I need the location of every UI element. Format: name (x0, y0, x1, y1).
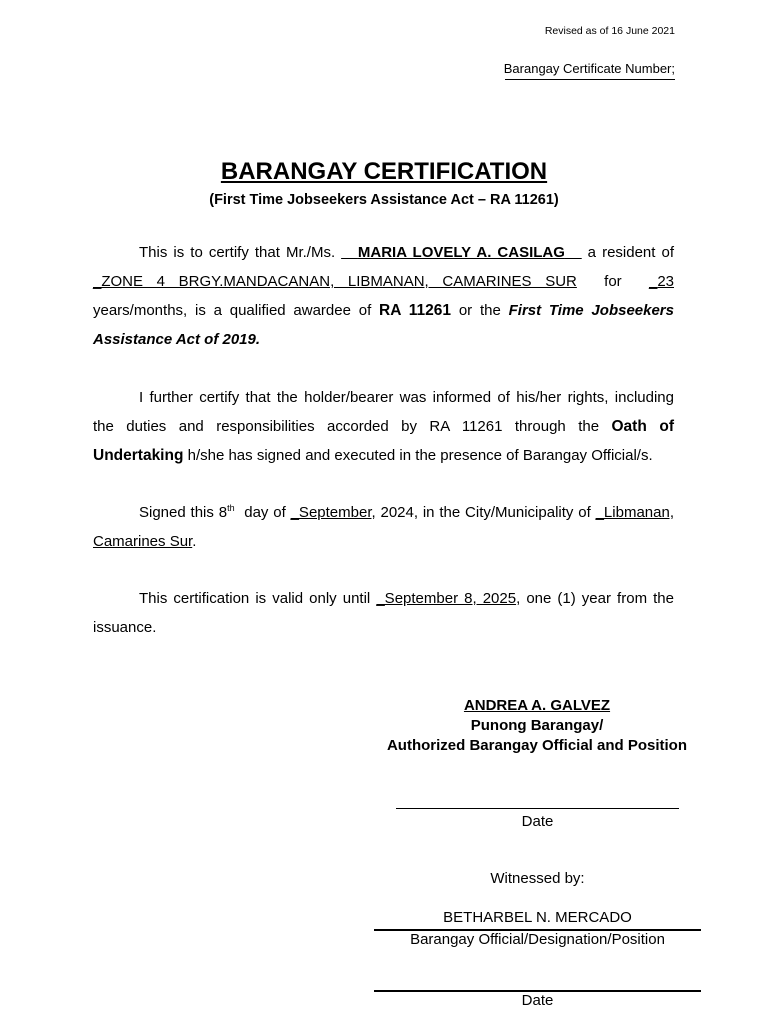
certify-paragraph: This is to certify that Mr./Ms. __MARIA LOVELY A. CASILAG__ a resident of _ZONE 4 BRGY.MANDACANAN, LIBMANAN, CAMARINES SUR for _23 years/months, is a qualified awardee of RA 11261 or the First Time Jobseekers Assistance Act of 2019. (93, 244, 674, 348)
holder-name: __MARIA LOVELY A. CASILAG__ (341, 244, 582, 261)
revision-note: Revised as of 16 June 2021 (544, 25, 675, 37)
holder-age: _23 (648, 273, 674, 290)
holder-address: _ZONE 4 BRGY.MANDACANAN, LIBMANAN, CAMARINES SUR (93, 273, 577, 290)
witness-date-label: Date (521, 992, 554, 1009)
valid-until-date: _September 8, 2025 (376, 590, 517, 607)
date-label: Date (521, 813, 554, 830)
witness-label: Witnessed by: (490, 870, 585, 887)
document-subtitle: (First Time Jobseekers Assistance Act – RA 11261) (209, 192, 559, 208)
date-signature-line (396, 808, 679, 809)
certificate-number-line (505, 79, 675, 80)
signatory-name: ANDREA A. GALVEZ (463, 697, 611, 714)
signatory-position-2: Authorized Barangay Official and Position (386, 737, 688, 754)
ra-reference: RA 11261 (379, 302, 452, 319)
signed-date-paragraph: Signed this 8th day of _September, 2024, in the City/Municipality of _Libmanan, Camarines Sur. (93, 503, 674, 550)
signatory-block (380, 696, 694, 756)
signed-place: _Libmanan, Camarines Sur (93, 504, 674, 550)
witness-name: BETHARBEL N. MERCADO (443, 909, 632, 926)
document-title: BARANGAY CERTIFICATION (220, 158, 548, 185)
signed-month: _September (290, 504, 372, 521)
further-certify-paragraph: I further certify that the holder/bearer was informed of his/her rights, including the duties and responsibilities accorded by RA 11261 through the Oath of Undertaking h/she has signed and executed in the presence of Barangay Official/s. (93, 389, 674, 464)
certificate-number-label: Barangay Certificate Number; (503, 61, 675, 76)
signatory-position-1: Punong Barangay/ (470, 717, 604, 734)
oath-reference: Oath of Undertaking (93, 418, 674, 464)
validity-paragraph: This certification is valid only until _September 8, 2025, one (1) year from the issuance. (93, 590, 674, 636)
witness-designation: Barangay Official/Designation/Position (410, 931, 665, 948)
act-reference: First Time Jobseekers Assistance Act of 2019. (93, 302, 674, 348)
